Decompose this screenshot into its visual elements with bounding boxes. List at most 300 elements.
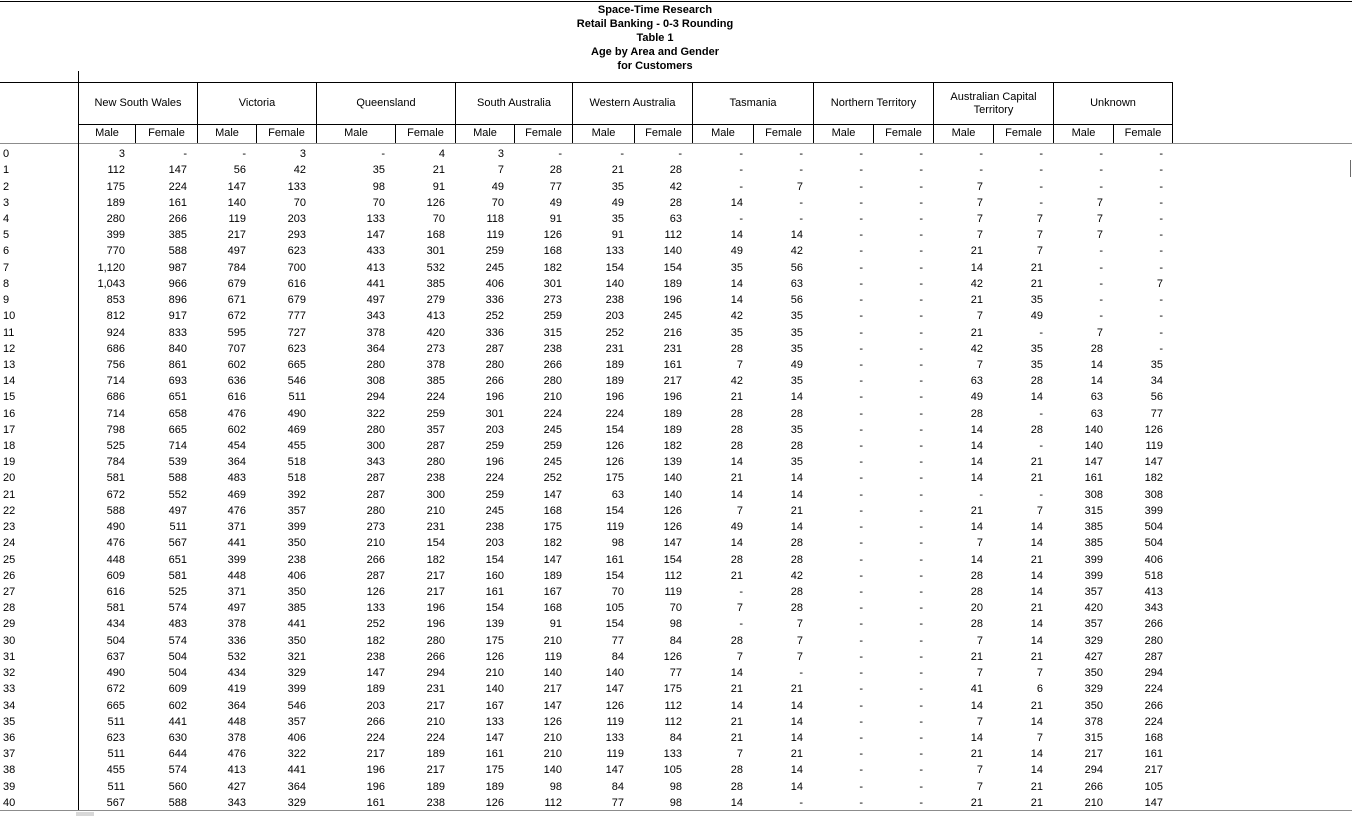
- column-group-label: Tasmania: [729, 97, 777, 109]
- data-cell: 252: [605, 326, 624, 339]
- data-cell: 14: [970, 521, 983, 534]
- data-cell: 259: [543, 440, 562, 453]
- data-cell: 504: [168, 650, 187, 663]
- data-cell: 147: [1144, 796, 1163, 809]
- data-cell: 7: [1156, 277, 1163, 290]
- data-cell: 448: [106, 553, 125, 566]
- data-cell: -: [1099, 277, 1103, 290]
- data-cell: -: [919, 748, 923, 761]
- data-cell: 28: [730, 634, 743, 647]
- age-row-label: 22: [3, 504, 16, 517]
- data-cell: 189: [485, 780, 504, 793]
- data-cell: -: [859, 521, 863, 534]
- data-cell: 35: [790, 456, 803, 469]
- data-cell: 616: [106, 586, 125, 599]
- column-group-label: Western Australia: [589, 97, 676, 109]
- data-cell: 28: [790, 602, 803, 615]
- data-cell: -: [919, 456, 923, 469]
- data-cell: 623: [287, 245, 306, 258]
- data-cell: 28: [730, 764, 743, 777]
- data-cell: 42: [730, 310, 743, 323]
- data-cell: -: [859, 294, 863, 307]
- data-cell: 350: [1084, 699, 1103, 712]
- data-cell: -: [799, 148, 803, 161]
- data-cell: 14: [970, 423, 983, 436]
- data-cell: 126: [663, 504, 682, 517]
- data-cell: 245: [543, 456, 562, 469]
- table-row-age-37: [0, 746, 1173, 762]
- data-cell: -: [242, 148, 246, 161]
- data-cell: 210: [543, 391, 562, 404]
- data-cell: 91: [432, 180, 445, 193]
- data-cell: 175: [485, 764, 504, 777]
- data-cell: 588: [106, 504, 125, 517]
- table-row-age-8: [0, 276, 1173, 292]
- data-cell: 167: [485, 699, 504, 712]
- data-cell: 7: [976, 229, 983, 242]
- data-cell: 161: [485, 748, 504, 761]
- data-cell: 546: [287, 699, 306, 712]
- data-cell: 49: [730, 521, 743, 534]
- data-cell: -: [919, 731, 923, 744]
- data-cell: 196: [426, 602, 445, 615]
- data-cell: 28: [1030, 375, 1043, 388]
- data-cell: 700: [287, 261, 306, 274]
- data-cell: 455: [287, 440, 306, 453]
- data-cell: 147: [485, 731, 504, 744]
- data-cell: 343: [1144, 602, 1163, 615]
- data-cell: -: [1159, 245, 1163, 258]
- data-cell: 266: [426, 650, 445, 663]
- data-cell: 7: [976, 667, 983, 680]
- data-cell: 126: [605, 440, 624, 453]
- data-cell: -: [919, 440, 923, 453]
- data-cell: 7: [736, 650, 743, 663]
- data-cell: -: [678, 148, 682, 161]
- data-cell: 147: [605, 764, 624, 777]
- data-cell: 140: [1084, 440, 1103, 453]
- data-cell: 14: [1030, 634, 1043, 647]
- table-row-age-9: [0, 292, 1173, 308]
- data-cell: 511: [169, 521, 187, 534]
- table-row-age-2: [0, 178, 1173, 194]
- data-cell: -: [919, 375, 923, 388]
- data-cell: 14: [1090, 375, 1103, 388]
- data-cell: 7: [1036, 245, 1043, 258]
- data-cell: 525: [168, 586, 187, 599]
- data-cell: 35: [1150, 358, 1163, 371]
- data-cell: 14: [970, 456, 983, 469]
- data-cell: 42: [970, 342, 983, 355]
- data-cell: 441: [287, 618, 306, 631]
- data-cell: 287: [366, 472, 385, 485]
- data-cell: 14: [730, 488, 743, 501]
- data-cell: 567: [106, 796, 125, 809]
- data-cell: 63: [970, 375, 983, 388]
- data-cell: -: [919, 521, 923, 534]
- data-cell: -: [859, 456, 863, 469]
- table-row-age-32: [0, 665, 1173, 681]
- data-cell: 14: [1030, 569, 1043, 582]
- data-cell: 294: [1084, 764, 1103, 777]
- data-cell: 602: [168, 699, 187, 712]
- data-cell: 504: [168, 667, 187, 680]
- data-cell: 441: [227, 537, 246, 550]
- data-cell: -: [919, 650, 923, 663]
- column-header-act-female: Female: [993, 124, 1053, 143]
- column-group-header-row: [78, 83, 1173, 124]
- table-row-age-17: [0, 422, 1173, 438]
- data-cell: 161: [605, 553, 624, 566]
- data-cell: 238: [485, 521, 504, 534]
- data-cell: 273: [366, 521, 385, 534]
- column-group-unknown: [1053, 83, 1173, 124]
- data-cell: -: [1039, 164, 1043, 177]
- data-cell: 280: [106, 212, 125, 225]
- data-cell: 7: [1036, 212, 1043, 225]
- data-cell: 343: [227, 796, 246, 809]
- data-cell: 672: [106, 683, 125, 696]
- data-cell: 210: [543, 634, 562, 647]
- data-cell: -: [1159, 326, 1163, 339]
- age-row-label: 35: [3, 715, 16, 728]
- data-cell: 539: [168, 456, 187, 469]
- data-cell: 161: [1084, 472, 1103, 485]
- data-cell: 35: [790, 423, 803, 436]
- data-cell: 168: [543, 245, 562, 258]
- data-cell: 91: [549, 618, 562, 631]
- data-cell: 56: [790, 294, 803, 307]
- data-cell: 203: [605, 310, 624, 323]
- column-group-vic: [197, 83, 316, 124]
- table-row-age-1: [0, 162, 1173, 178]
- data-cell: 217: [663, 375, 682, 388]
- data-cell: 98: [372, 180, 385, 193]
- data-cell: 160: [485, 569, 504, 582]
- data-cell: 28: [549, 164, 562, 177]
- data-cell: 504: [1144, 537, 1163, 550]
- data-cell: 651: [168, 553, 187, 566]
- data-cell: 266: [1144, 699, 1163, 712]
- data-cell: 133: [366, 602, 385, 615]
- data-cell: -: [739, 586, 743, 599]
- data-cell: 609: [168, 683, 187, 696]
- data-cell: 49: [491, 180, 504, 193]
- table-row-age-14: [0, 373, 1173, 389]
- data-cell: 118: [486, 212, 504, 225]
- data-cell: 189: [605, 358, 624, 371]
- data-cell: 14: [730, 796, 743, 809]
- data-cell: 203: [287, 212, 306, 225]
- data-cell: 420: [1084, 602, 1103, 615]
- data-cell: -: [1039, 488, 1043, 501]
- data-cell: 7: [976, 764, 983, 777]
- data-cell: 147: [168, 164, 187, 177]
- data-cell: 189: [663, 407, 682, 420]
- data-cell: 413: [227, 764, 246, 777]
- data-cell: -: [859, 488, 863, 501]
- data-cell: 140: [663, 488, 682, 501]
- data-cell: 168: [426, 229, 445, 242]
- table-row-age-29: [0, 616, 1173, 632]
- data-cell: 224: [426, 731, 445, 744]
- data-cell: 154: [605, 618, 624, 631]
- data-cell: 385: [1084, 521, 1103, 534]
- data-cell: -: [859, 472, 863, 485]
- data-cell: 644: [168, 748, 187, 761]
- data-cell: -: [1159, 196, 1163, 209]
- stub-tick: [78, 71, 79, 82]
- data-cell: -: [859, 212, 863, 225]
- data-cell: 28: [730, 780, 743, 793]
- data-cell: 357: [1084, 586, 1103, 599]
- age-row-label: 0: [3, 148, 10, 161]
- table-row-age-20: [0, 470, 1173, 486]
- data-cell: 483: [168, 618, 187, 631]
- data-cell: 21: [1030, 796, 1043, 809]
- data-cell: 42: [293, 164, 306, 177]
- data-cell: 189: [663, 423, 682, 436]
- data-cell: 189: [106, 196, 125, 209]
- data-cell: 14: [790, 780, 803, 793]
- data-cell: 21: [730, 731, 743, 744]
- data-cell: 301: [485, 407, 504, 420]
- scrollbar-fragment[interactable]: [76, 812, 94, 816]
- data-cell: 343: [366, 310, 385, 323]
- data-cell: 651: [168, 391, 187, 404]
- data-cell: 364: [366, 342, 385, 355]
- data-cell: 49: [790, 358, 803, 371]
- data-cell: 35: [1030, 358, 1043, 371]
- data-cell: 406: [287, 731, 306, 744]
- data-cell: 147: [543, 699, 562, 712]
- column-header-nt-male: Male: [813, 124, 873, 143]
- data-cell: -: [919, 715, 923, 728]
- data-cell: 161: [168, 196, 187, 209]
- data-cell: 336: [227, 634, 246, 647]
- data-cell: 28: [730, 407, 743, 420]
- data-cell: 671: [227, 294, 246, 307]
- age-row-label: 18: [3, 440, 16, 453]
- table-row-age-40: [0, 795, 1173, 811]
- data-cell: 224: [168, 180, 187, 193]
- data-cell: 7: [736, 602, 743, 615]
- table-row-age-38: [0, 762, 1173, 778]
- data-cell: 49: [970, 391, 983, 404]
- data-cell: 490: [106, 667, 125, 680]
- data-cell: 287: [366, 488, 385, 501]
- age-row-label: 17: [3, 423, 16, 436]
- data-cell: 14: [730, 277, 743, 290]
- data-cell: 210: [366, 537, 385, 550]
- data-cell: 518: [287, 472, 306, 485]
- data-cell: 21: [1030, 472, 1043, 485]
- data-cell: 14: [730, 196, 743, 209]
- data-cell: 133: [605, 245, 624, 258]
- data-cell: 224: [1144, 715, 1163, 728]
- data-cell: -: [859, 261, 863, 274]
- data-cell: 14: [1030, 391, 1043, 404]
- data-cell: 84: [669, 731, 682, 744]
- data-cell: 147: [1144, 456, 1163, 469]
- data-cell: 210: [543, 731, 562, 744]
- column-header-wa-female: Female: [634, 124, 692, 143]
- data-cell: 119: [606, 748, 624, 761]
- data-cell: -: [739, 180, 743, 193]
- column-header-nsw-female: Female: [135, 124, 197, 143]
- data-cell: -: [919, 245, 923, 258]
- data-cell: 7: [497, 164, 504, 177]
- data-cell: 238: [426, 796, 445, 809]
- data-cell: -: [919, 407, 923, 420]
- data-cell: 133: [287, 180, 306, 193]
- data-cell: 14: [970, 731, 983, 744]
- age-row-label: 25: [3, 553, 16, 566]
- report-title-block: [0, 3, 1310, 73]
- data-cell: 665: [168, 423, 187, 436]
- data-cell: 56: [790, 261, 803, 274]
- data-cell: 7: [976, 634, 983, 647]
- data-cell: 126: [485, 650, 504, 663]
- data-cell: 91: [549, 212, 562, 225]
- data-cell: 147: [605, 683, 624, 696]
- data-cell: 35: [730, 261, 743, 274]
- data-cell: -: [919, 229, 923, 242]
- data-cell: 63: [1090, 391, 1103, 404]
- data-cell: 287: [1144, 650, 1163, 663]
- data-cell: 280: [366, 423, 385, 436]
- data-cell: 329: [1084, 634, 1103, 647]
- data-cell: 308: [366, 375, 385, 388]
- data-cell: 119: [486, 229, 504, 242]
- data-cell: 336: [485, 326, 504, 339]
- data-cell: 301: [543, 277, 562, 290]
- data-cell: 552: [168, 488, 187, 501]
- data-cell: 167: [543, 586, 562, 599]
- data-cell: 420: [426, 326, 445, 339]
- data-cell: 252: [543, 472, 562, 485]
- data-cell: 588: [168, 472, 187, 485]
- age-row-label: 39: [3, 780, 16, 793]
- data-cell: -: [1159, 261, 1163, 274]
- data-cell: 679: [227, 277, 246, 290]
- data-cell: 350: [287, 634, 306, 647]
- data-cell: 574: [168, 634, 187, 647]
- table-row-age-39: [0, 779, 1173, 795]
- data-cell: 217: [1144, 764, 1163, 777]
- data-cell: -: [919, 586, 923, 599]
- data-cell: 63: [611, 488, 624, 501]
- data-cell: 602: [227, 358, 246, 371]
- data-cell: -: [859, 796, 863, 809]
- data-cell: 588: [168, 796, 187, 809]
- data-cell: 21: [730, 683, 743, 696]
- data-cell: 210: [1084, 796, 1103, 809]
- table-row-age-12: [0, 341, 1173, 357]
- table-row-age-7: [0, 260, 1173, 276]
- table-row-age-21: [0, 487, 1173, 503]
- age-row-label: 3: [3, 196, 10, 209]
- data-cell: -: [919, 148, 923, 161]
- data-cell: 434: [227, 667, 246, 680]
- data-cell: -: [1099, 245, 1103, 258]
- data-cell: 84: [611, 650, 624, 663]
- age-row-label: 16: [3, 407, 16, 420]
- data-cell: 21: [730, 715, 743, 728]
- data-cell: 20: [970, 602, 983, 615]
- data-cell: 105: [1144, 780, 1163, 793]
- data-cell: 637: [106, 650, 125, 663]
- data-cell: 357: [426, 423, 445, 436]
- data-cell: 168: [543, 602, 562, 615]
- data-cell: 406: [287, 569, 306, 582]
- data-cell: 126: [663, 521, 682, 534]
- data-cell: 518: [287, 456, 306, 469]
- table-row-age-10: [0, 308, 1173, 324]
- data-cell: 91: [611, 229, 624, 242]
- data-cell: 224: [1144, 683, 1163, 696]
- data-cell: 672: [227, 310, 246, 323]
- data-cell: 126: [605, 699, 624, 712]
- column-header-act-male: Male: [933, 124, 993, 143]
- data-cell: -: [919, 764, 923, 777]
- data-cell: 98: [611, 537, 624, 550]
- data-cell: 840: [168, 342, 187, 355]
- data-cell: -: [183, 148, 187, 161]
- data-cell: 112: [107, 164, 125, 177]
- data-cell: 217: [426, 764, 445, 777]
- data-cell: 28: [790, 586, 803, 599]
- age-row-label: 26: [3, 569, 16, 582]
- data-cell: -: [799, 796, 803, 809]
- data-cell: 175: [106, 180, 125, 193]
- data-cell: 70: [669, 602, 682, 615]
- data-cell: 77: [1150, 407, 1163, 420]
- data-cell: 147: [366, 229, 385, 242]
- data-cell: 126: [1144, 423, 1163, 436]
- data-cell: 126: [663, 650, 682, 663]
- data-cell: 14: [970, 699, 983, 712]
- data-cell: 140: [543, 764, 562, 777]
- data-cell: 252: [366, 618, 385, 631]
- data-cell: -: [1159, 310, 1163, 323]
- data-cell: 14: [970, 553, 983, 566]
- data-cell: 28: [730, 342, 743, 355]
- table-row-age-33: [0, 681, 1173, 697]
- data-cell: 433: [366, 245, 385, 258]
- data-cell: 385: [426, 375, 445, 388]
- data-cell: 77: [611, 796, 624, 809]
- data-cell: 406: [485, 277, 504, 290]
- column-group-label: Unknown: [1090, 97, 1136, 109]
- data-cell: -: [919, 796, 923, 809]
- data-cell: -: [799, 164, 803, 177]
- data-cell: 14: [790, 521, 803, 534]
- data-cell: 1,120: [97, 261, 125, 274]
- data-cell: 343: [366, 456, 385, 469]
- data-cell: 378: [366, 326, 385, 339]
- column-header-nsw-male: Male: [78, 124, 135, 143]
- data-cell: 35: [790, 310, 803, 323]
- data-cell: 448: [227, 715, 246, 728]
- data-cell: 300: [366, 440, 385, 453]
- data-cell: 3: [118, 148, 125, 161]
- data-cell: 56: [1150, 391, 1163, 404]
- table-row-age-27: [0, 584, 1173, 600]
- data-cell: 364: [227, 699, 246, 712]
- data-cell: 259: [485, 440, 504, 453]
- data-cell: 28: [1090, 342, 1103, 355]
